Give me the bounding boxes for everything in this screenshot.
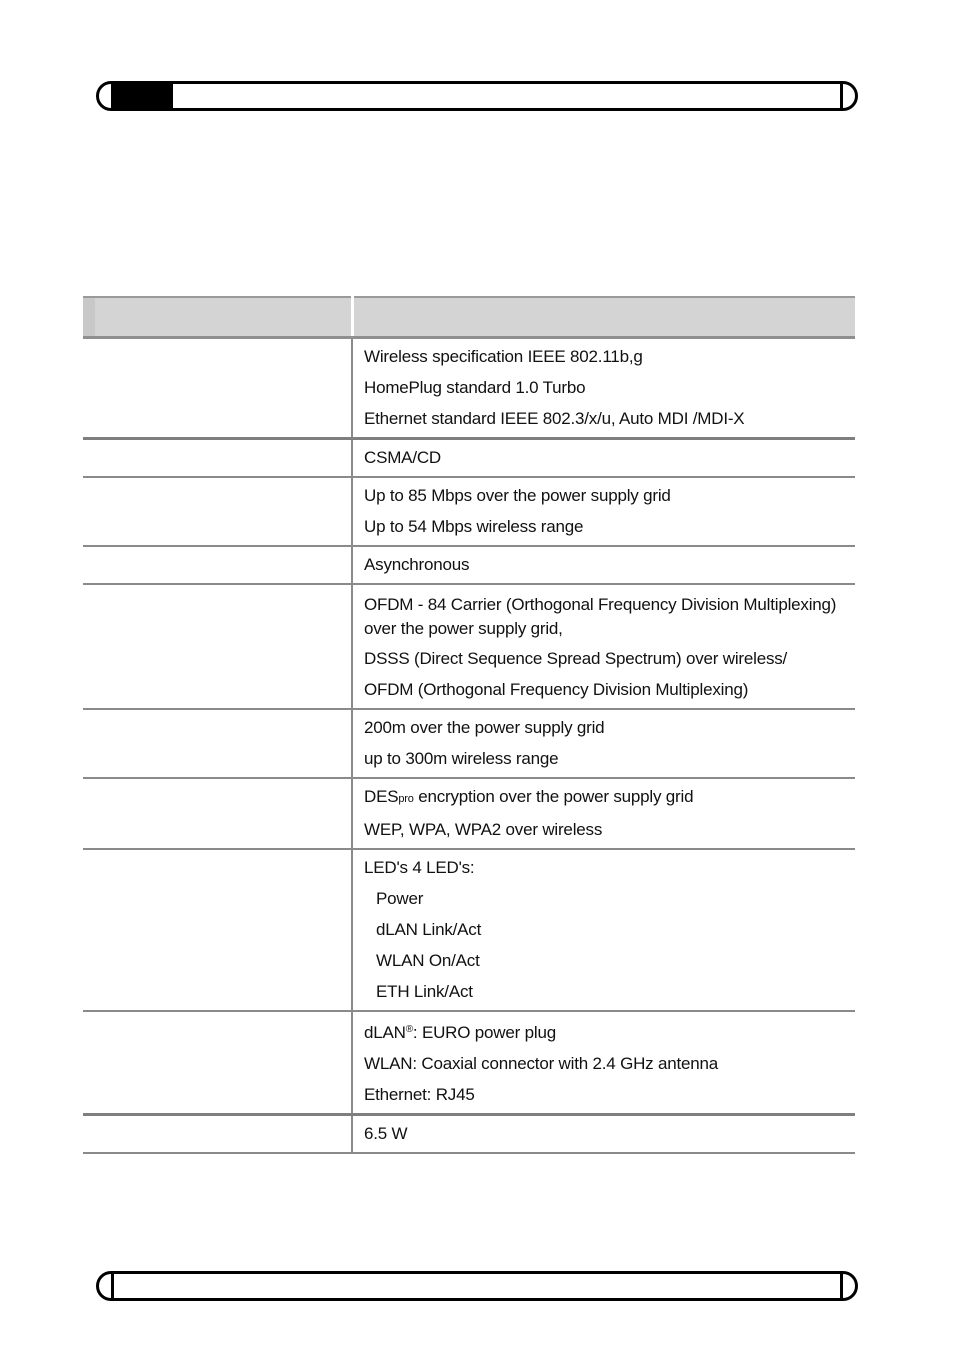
row-label	[83, 584, 352, 709]
header-page-tab	[111, 81, 173, 111]
table-header-row	[83, 297, 855, 338]
row-value	[352, 439, 855, 478]
value-line: Asynchronous	[364, 555, 470, 574]
value-line: Up to 85 Mbps over the power supply grid	[364, 486, 671, 505]
value-line: OFDM - 84 Carrier (Orthogonal Frequency Division Multiplexing) over the power supply grid,	[364, 595, 837, 638]
row-value	[352, 546, 855, 584]
row-label	[83, 439, 352, 478]
table-row	[83, 338, 855, 439]
row-value	[352, 1115, 855, 1154]
encryption-line	[364, 787, 845, 809]
des-text: DES	[364, 787, 399, 806]
row-label	[83, 778, 352, 849]
value-line: DSSS (Direct Sequence Spread Spectrum) over wireless/	[364, 649, 788, 668]
table-row	[83, 849, 855, 1011]
row-label	[83, 849, 352, 1011]
table-row	[83, 1011, 855, 1115]
page-header-bar	[96, 81, 858, 111]
footer-bar-divider-left	[111, 1271, 114, 1301]
row-value	[352, 477, 855, 546]
technical-data-table	[83, 296, 855, 1154]
header-bar-divider	[840, 81, 843, 111]
row-label	[83, 1115, 352, 1154]
value-line: LED's 4 LED's:	[364, 858, 475, 877]
value-line: HomePlug standard 1.0 Turbo	[364, 378, 586, 397]
value-line: up to 300m wireless range	[364, 749, 559, 768]
plug-text: : EURO power plug	[412, 1023, 556, 1042]
table-row	[83, 1115, 855, 1154]
table-row	[83, 439, 855, 478]
encryption-text: encryption over the power supply grid	[413, 787, 694, 806]
value-line: Up to 54 Mbps wireless range	[364, 517, 584, 536]
value-line: 6.5 W	[364, 1124, 408, 1143]
led-item: dLAN Link/Act	[376, 920, 482, 939]
row-label	[83, 709, 352, 778]
row-label	[83, 477, 352, 546]
value-line: Wireless specification IEEE 802.11b,g	[364, 347, 643, 366]
row-label	[83, 1011, 352, 1115]
table-header-cell-2	[352, 297, 855, 338]
table-row	[83, 546, 855, 584]
dlan-text: dLAN	[364, 1023, 406, 1042]
value-line: WLAN: Coaxial connector with 2.4 GHz antenna	[364, 1054, 719, 1073]
pro-subscript: pro	[398, 793, 414, 805]
led-item: ETH Link/Act	[376, 982, 473, 1001]
table-header-cell-1	[83, 297, 352, 338]
table-row	[83, 477, 855, 546]
led-item: Power	[376, 889, 424, 908]
row-value	[352, 778, 855, 849]
table-row	[83, 584, 855, 709]
led-item: WLAN On/Act	[376, 951, 480, 970]
table-row	[83, 778, 855, 849]
value-line: CSMA/CD	[364, 448, 441, 467]
value-line: Ethernet: RJ45	[364, 1085, 475, 1104]
page-footer-bar	[96, 1271, 858, 1301]
value-line: Ethernet standard IEEE 802.3/x/u, Auto MDI /MDI-X	[364, 409, 745, 428]
dlan-line	[364, 1020, 845, 1043]
row-value	[352, 709, 855, 778]
value-line: OFDM (Orthogonal Frequency Division Multiplexing)	[364, 680, 749, 699]
row-value	[352, 338, 855, 439]
row-label	[83, 338, 352, 439]
row-value	[352, 1011, 855, 1115]
registered-mark: ®	[405, 1024, 413, 1035]
value-line: WEP, WPA, WPA2 over wireless	[364, 820, 603, 839]
table-row	[83, 709, 855, 778]
row-value	[352, 584, 855, 709]
footer-bar-divider-right	[840, 1271, 843, 1301]
row-label	[83, 546, 352, 584]
value-line: 200m over the power supply grid	[364, 718, 605, 737]
row-value	[352, 849, 855, 1011]
